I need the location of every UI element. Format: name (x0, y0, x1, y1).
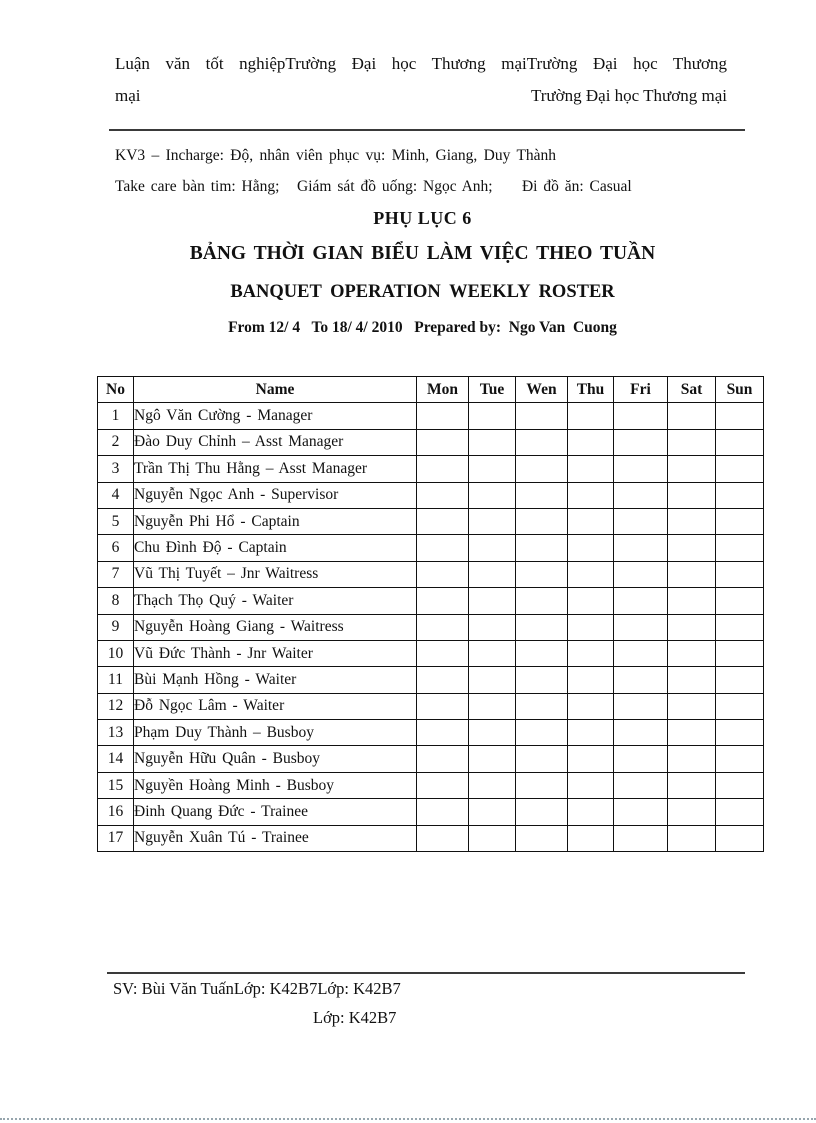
day-schedule-cell (568, 456, 614, 482)
day-schedule-cell (568, 746, 614, 772)
day-schedule-cell (668, 535, 716, 561)
table-row (98, 720, 764, 746)
day-schedule-cell (516, 640, 568, 666)
day-schedule-cell (417, 456, 469, 482)
day-schedule-cell (668, 456, 716, 482)
header-line-2-right: Trường Đại học Thương mại (530, 86, 727, 105)
page-break-dotted-line (0, 1118, 816, 1120)
day-schedule-cell (516, 456, 568, 482)
day-schedule-cell (417, 482, 469, 508)
column-header-sat: Sat (668, 377, 716, 403)
day-schedule-cell (668, 508, 716, 534)
employee-name-cell: Nguyễn Hữu Quân - Busboy (134, 746, 417, 772)
day-schedule-cell (417, 535, 469, 561)
day-schedule-cell (568, 482, 614, 508)
day-schedule-cell (417, 508, 469, 534)
employee-name-cell: Vũ Đức Thành - Jnr Waiter (134, 640, 417, 666)
day-schedule-cell (516, 825, 568, 851)
day-schedule-cell (516, 720, 568, 746)
column-header-no: No (98, 377, 134, 403)
day-schedule-cell (568, 403, 614, 429)
day-schedule-cell (568, 429, 614, 455)
row-number-cell: 4 (98, 482, 134, 508)
day-schedule-cell (516, 429, 568, 455)
row-number-cell: 10 (98, 640, 134, 666)
employee-name-cell: Chu Đình Độ - Captain (134, 535, 417, 561)
employee-name-cell: Vũ Thị Tuyết – Jnr Waitress (134, 561, 417, 587)
day-schedule-cell (716, 693, 764, 719)
takecare-info-line: Take care bàn tim: Hằng; Giám sát đồ uống: Ngọc Anh; Đi đồ ăn: Casual (115, 178, 632, 195)
day-schedule-cell (716, 429, 764, 455)
day-schedule-cell (668, 667, 716, 693)
row-number-cell: 8 (98, 588, 134, 614)
table-row (98, 693, 764, 719)
employee-name-cell: Đinh Quang Đức - Trainee (134, 799, 417, 825)
roster-table-body (98, 403, 764, 852)
column-header-sun: Sun (716, 377, 764, 403)
day-schedule-cell (469, 772, 516, 798)
table-row (98, 482, 764, 508)
day-schedule-cell (568, 588, 614, 614)
table-row (98, 456, 764, 482)
day-schedule-cell (568, 614, 614, 640)
day-schedule-cell (614, 508, 668, 534)
column-header-name: Name (134, 377, 417, 403)
day-schedule-cell (516, 746, 568, 772)
day-schedule-cell (516, 588, 568, 614)
day-schedule-cell (469, 614, 516, 640)
header-line-2-left: mại (115, 86, 141, 105)
day-schedule-cell (417, 825, 469, 851)
day-schedule-cell (469, 746, 516, 772)
day-schedule-cell (469, 535, 516, 561)
employee-name-cell: Đào Duy Chỉnh – Asst Manager (134, 429, 417, 455)
row-number-cell: 16 (98, 799, 134, 825)
table-row (98, 429, 764, 455)
day-schedule-cell (417, 720, 469, 746)
day-schedule-cell (668, 561, 716, 587)
day-schedule-cell (516, 667, 568, 693)
day-schedule-cell (716, 614, 764, 640)
table-row (98, 403, 764, 429)
column-header-thu: Thu (568, 377, 614, 403)
day-schedule-cell (716, 482, 764, 508)
day-schedule-cell (568, 825, 614, 851)
day-schedule-cell (568, 720, 614, 746)
roster-title-vietnamese: BẢNG THỜI GIAN BIỂU LÀM VIỆC THEO TUẦN (189, 243, 656, 264)
table-header-row (98, 377, 764, 403)
employee-name-cell: Nguyễn Phi Hổ - Captain (134, 508, 417, 534)
day-schedule-cell (516, 403, 568, 429)
day-schedule-cell (614, 614, 668, 640)
day-schedule-cell (614, 403, 668, 429)
day-schedule-cell (469, 456, 516, 482)
day-schedule-cell (614, 772, 668, 798)
day-schedule-cell (668, 640, 716, 666)
day-schedule-cell (568, 535, 614, 561)
day-schedule-cell (516, 482, 568, 508)
roster-table (97, 376, 764, 852)
day-schedule-cell (614, 535, 668, 561)
day-schedule-cell (668, 403, 716, 429)
day-schedule-cell (417, 561, 469, 587)
roster-date-subtitle: From 12/ 4 To 18/ 4/ 2010 Prepared by: Ngo Van Cuong (228, 319, 617, 336)
column-header-tue: Tue (469, 377, 516, 403)
employee-name-cell: Ngô Văn Cường - Manager (134, 403, 417, 429)
row-number-cell: 13 (98, 720, 134, 746)
day-schedule-cell (716, 456, 764, 482)
day-schedule-cell (716, 508, 764, 534)
day-schedule-cell (516, 799, 568, 825)
day-schedule-cell (516, 561, 568, 587)
row-number-cell: 3 (98, 456, 134, 482)
day-schedule-cell (668, 825, 716, 851)
day-schedule-cell (716, 535, 764, 561)
employee-name-cell: Nguyễn Ngọc Anh - Supervisor (134, 482, 417, 508)
day-schedule-cell (469, 720, 516, 746)
employee-name-cell: Phạm Duy Thành – Busboy (134, 720, 417, 746)
appendix-title: PHỤ LỤC 6 (373, 208, 472, 228)
day-schedule-cell (668, 746, 716, 772)
day-schedule-cell (417, 693, 469, 719)
employee-name-cell: Thạch Thọ Quý - Waiter (134, 588, 417, 614)
row-number-cell: 6 (98, 535, 134, 561)
table-row (98, 799, 764, 825)
employee-name-cell: Trần Thị Thu Hằng – Asst Manager (134, 456, 417, 482)
table-row (98, 508, 764, 534)
employee-name-cell: Nguyễn Hoàng Giang - Waitress (134, 614, 417, 640)
day-schedule-cell (469, 825, 516, 851)
day-schedule-cell (469, 799, 516, 825)
day-schedule-cell (516, 508, 568, 534)
row-number-cell: 5 (98, 508, 134, 534)
row-number-cell: 12 (98, 693, 134, 719)
column-header-mon: Mon (417, 377, 469, 403)
footer-divider-line (107, 972, 745, 974)
day-schedule-cell (568, 772, 614, 798)
day-schedule-cell (568, 667, 614, 693)
day-schedule-cell (568, 508, 614, 534)
employee-name-cell: Đỗ Ngọc Lâm - Waiter (134, 693, 417, 719)
day-schedule-cell (716, 403, 764, 429)
column-header-wen: Wen (516, 377, 568, 403)
day-schedule-cell (614, 746, 668, 772)
row-number-cell: 9 (98, 614, 134, 640)
student-info-line: SV: Bùi Văn TuấnLớp: K42B7Lớp: K42B7 (113, 979, 401, 998)
day-schedule-cell (614, 640, 668, 666)
day-schedule-cell (614, 456, 668, 482)
day-schedule-cell (516, 535, 568, 561)
day-schedule-cell (417, 614, 469, 640)
header-divider-line (109, 129, 745, 131)
day-schedule-cell (469, 640, 516, 666)
day-schedule-cell (668, 429, 716, 455)
day-schedule-cell (568, 799, 614, 825)
day-schedule-cell (614, 561, 668, 587)
day-schedule-cell (417, 429, 469, 455)
day-schedule-cell (469, 508, 516, 534)
table-row (98, 667, 764, 693)
day-schedule-cell (614, 588, 668, 614)
day-schedule-cell (614, 825, 668, 851)
row-number-cell: 17 (98, 825, 134, 851)
table-row (98, 746, 764, 772)
day-schedule-cell (516, 693, 568, 719)
day-schedule-cell (614, 693, 668, 719)
day-schedule-cell (716, 561, 764, 587)
day-schedule-cell (716, 720, 764, 746)
row-number-cell: 11 (98, 667, 134, 693)
day-schedule-cell (614, 482, 668, 508)
day-schedule-cell (668, 614, 716, 640)
employee-name-cell: Bùi Mạnh Hồng - Waiter (134, 667, 417, 693)
day-schedule-cell (614, 667, 668, 693)
day-schedule-cell (516, 614, 568, 640)
day-schedule-cell (469, 693, 516, 719)
table-row (98, 614, 764, 640)
header-line-1: Luận văn tốt nghiệpTrường Đại học Thương mạiTrường Đại học Thương (115, 54, 727, 73)
day-schedule-cell (716, 799, 764, 825)
employee-name-cell: Nguyền Hoàng Minh - Busboy (134, 772, 417, 798)
day-schedule-cell (668, 720, 716, 746)
employee-name-cell: Nguyễn Xuân Tú - Trainee (134, 825, 417, 851)
day-schedule-cell (516, 772, 568, 798)
row-number-cell: 14 (98, 746, 134, 772)
roster-title-english: BANQUET OPERATION WEEKLY ROSTER (230, 282, 615, 302)
day-schedule-cell (716, 772, 764, 798)
day-schedule-cell (716, 667, 764, 693)
day-schedule-cell (568, 693, 614, 719)
day-schedule-cell (614, 720, 668, 746)
day-schedule-cell (469, 588, 516, 614)
table-row (98, 772, 764, 798)
header-line-2 (115, 80, 727, 112)
table-row (98, 535, 764, 561)
day-schedule-cell (469, 429, 516, 455)
table-row (98, 588, 764, 614)
day-schedule-cell (668, 482, 716, 508)
day-schedule-cell (568, 561, 614, 587)
table-row (98, 825, 764, 851)
day-schedule-cell (417, 746, 469, 772)
row-number-cell: 15 (98, 772, 134, 798)
day-schedule-cell (614, 429, 668, 455)
day-schedule-cell (668, 799, 716, 825)
day-schedule-cell (568, 640, 614, 666)
day-schedule-cell (417, 640, 469, 666)
day-schedule-cell (417, 772, 469, 798)
day-schedule-cell (614, 799, 668, 825)
day-schedule-cell (417, 667, 469, 693)
day-schedule-cell (469, 482, 516, 508)
day-schedule-cell (469, 561, 516, 587)
day-schedule-cell (417, 588, 469, 614)
day-schedule-cell (469, 667, 516, 693)
row-number-cell: 2 (98, 429, 134, 455)
row-number-cell: 1 (98, 403, 134, 429)
day-schedule-cell (668, 772, 716, 798)
day-schedule-cell (716, 640, 764, 666)
day-schedule-cell (668, 588, 716, 614)
table-row (98, 561, 764, 587)
day-schedule-cell (417, 403, 469, 429)
day-schedule-cell (716, 588, 764, 614)
day-schedule-cell (716, 746, 764, 772)
day-schedule-cell (716, 825, 764, 851)
table-row (98, 640, 764, 666)
class-info-line: Lớp: K42B7 (313, 1008, 397, 1027)
day-schedule-cell (469, 403, 516, 429)
column-header-fri: Fri (614, 377, 668, 403)
row-number-cell: 7 (98, 561, 134, 587)
incharge-info-line: KV3 – Incharge: Độ, nhân viên phục vụ: Minh, Giang, Duy Thành (115, 147, 557, 164)
day-schedule-cell (417, 799, 469, 825)
running-header (115, 48, 727, 112)
day-schedule-cell (668, 693, 716, 719)
